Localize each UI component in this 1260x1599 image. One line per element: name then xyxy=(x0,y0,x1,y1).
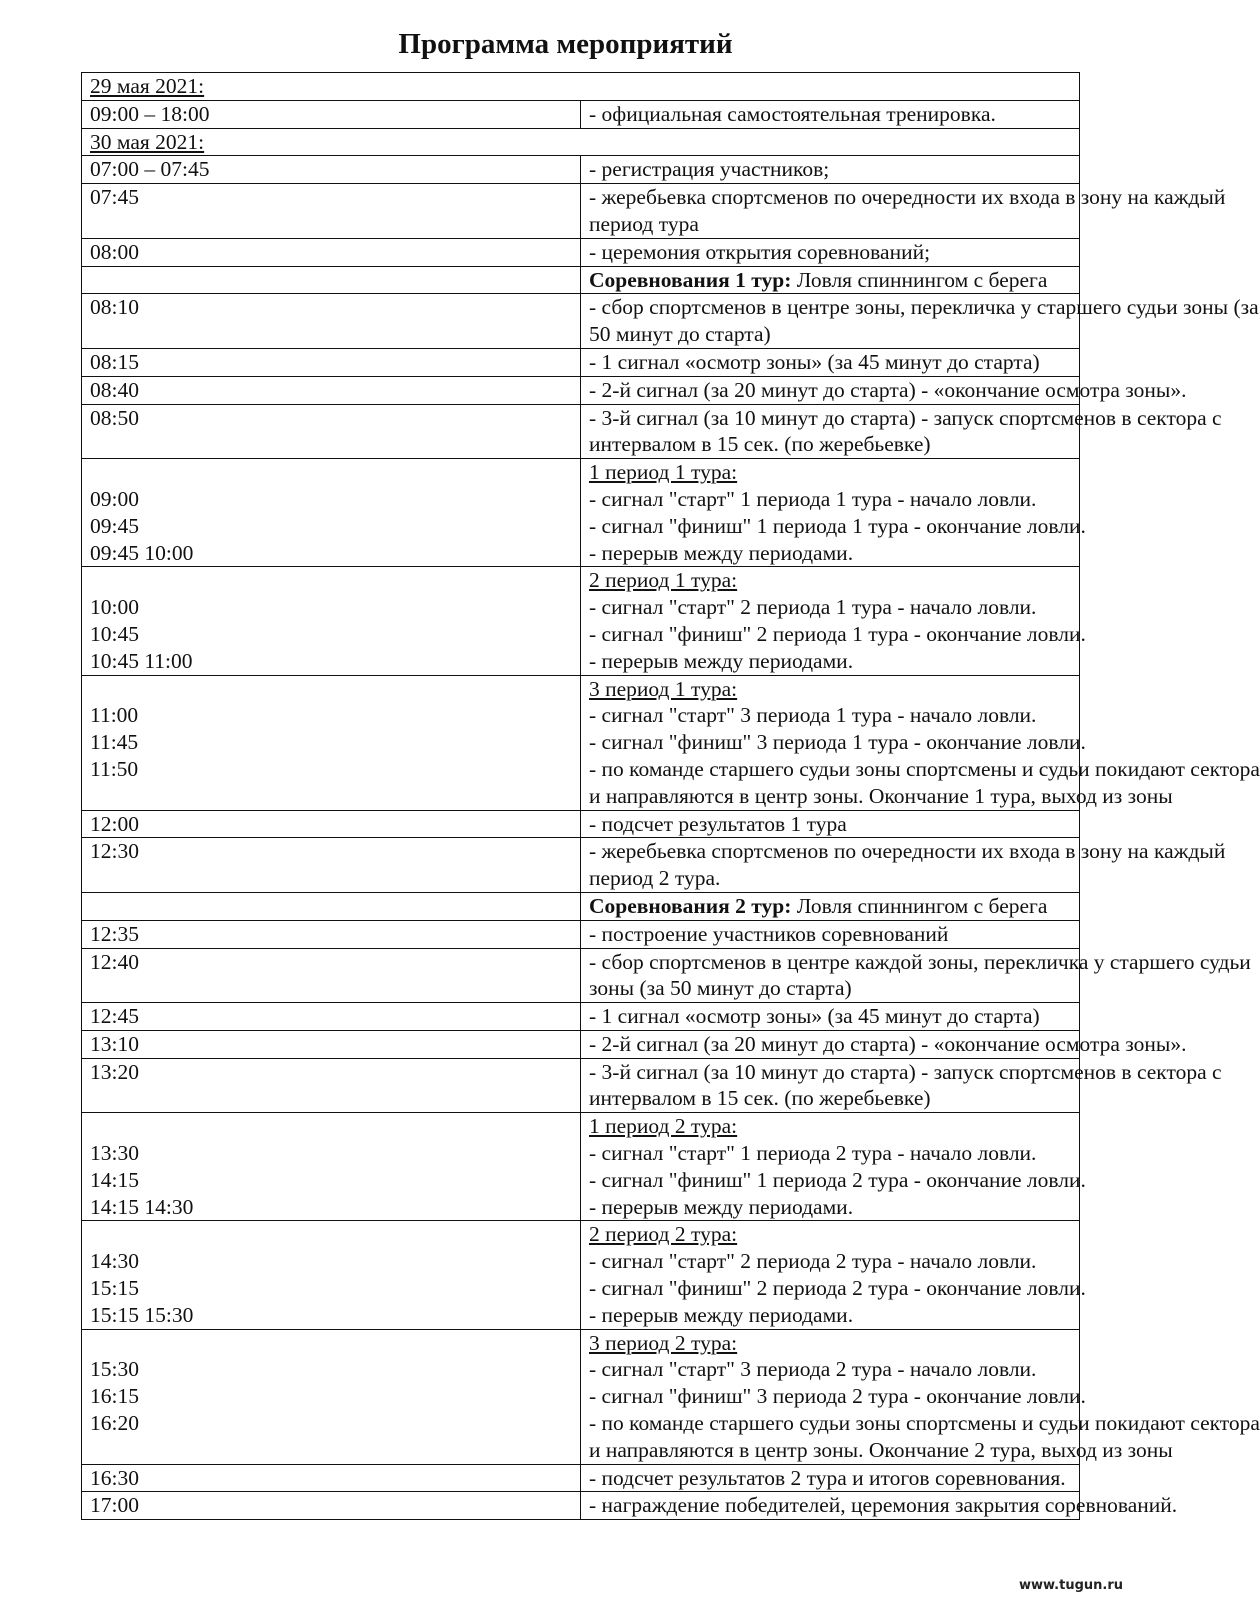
time-value: 07:00 – 07:45 xyxy=(90,157,210,182)
event-text: - сигнал "старт" 2 периода 1 тура - начало ловли. xyxy=(589,595,1037,620)
event-cell xyxy=(581,920,1080,948)
time-value: 14:15 14:30 xyxy=(90,1194,194,1219)
schedule-row xyxy=(82,1329,1080,1464)
event-text: - сигнал "старт" 1 периода 1 тура - начало ловли. xyxy=(589,486,1037,511)
time-value: 14:30 xyxy=(90,1249,139,1274)
time-cell xyxy=(82,459,581,567)
time-value: 11:45 xyxy=(90,730,139,755)
time-value: 09:00 xyxy=(90,486,139,511)
time-value: 07:45 xyxy=(90,185,139,210)
event-text: - по команде старшего судьи зоны спортсмены и судьи покидают сектора xyxy=(589,1411,1260,1436)
event-text: интервалом в 15 сек. (по жеребьевке) xyxy=(589,432,931,457)
event-text: - награждение победителей, церемония закрытия соревнований. xyxy=(589,1493,1178,1518)
event-text: - сигнал "финиш" 3 периода 1 тура - окончание ловли. xyxy=(589,730,1086,755)
time-value: 11:00 xyxy=(90,703,139,728)
event-text: - 2-й сигнал (за 20 минут до старта) - «окончание осмотра зоны». xyxy=(589,1031,1187,1056)
schedule-row xyxy=(82,128,1080,156)
time-cell xyxy=(82,404,581,459)
stage-discipline: Ловля спиннингом с берега xyxy=(791,267,1048,292)
schedule-row xyxy=(82,73,1080,101)
time-value: 08:15 xyxy=(90,349,139,374)
time-cell xyxy=(82,294,581,349)
event-cell xyxy=(581,1464,1080,1492)
period-heading xyxy=(589,1221,1079,1248)
event-cell xyxy=(581,294,1259,349)
time-value: 12:40 xyxy=(90,949,139,974)
time-value: 08:10 xyxy=(90,295,139,320)
schedule-row xyxy=(82,675,1080,810)
event-text: - сигнал "старт" 3 периода 2 тура - начало ловли. xyxy=(589,1357,1037,1382)
time-value: 17:00 xyxy=(90,1493,139,1518)
event-cell xyxy=(581,266,1080,294)
event-text: - подсчет результатов 1 тура xyxy=(589,811,847,836)
time-cell xyxy=(82,1492,581,1520)
time-cell xyxy=(82,156,581,184)
schedule-row xyxy=(82,838,1080,893)
event-text: период 2 тура. xyxy=(589,866,721,891)
time-value: 12:45 xyxy=(90,1004,139,1029)
time-value: 12:30 xyxy=(90,839,139,864)
event-text: - сигнал "финиш" 2 периода 1 тура - окончание ловли. xyxy=(589,621,1086,646)
schedule-row xyxy=(82,184,1080,239)
time-value: 13:20 xyxy=(90,1059,139,1084)
schedule-row xyxy=(82,948,1080,1003)
event-text: - перерыв между периодами. xyxy=(589,648,854,673)
event-text: - 2-й сигнал (за 20 минут до старта) - «окончание осмотра зоны». xyxy=(589,377,1187,402)
event-cell xyxy=(581,376,1187,404)
time-value: 12:35 xyxy=(90,921,139,946)
event-cell xyxy=(581,459,1086,567)
event-cell xyxy=(581,1492,1178,1520)
period-title: 2 период 1 тура: xyxy=(589,568,738,593)
event-cell xyxy=(581,948,1251,1003)
time-value xyxy=(90,459,580,486)
time-cell xyxy=(82,348,581,376)
schedule-row xyxy=(82,459,1080,567)
period-title: 3 период 1 тура: xyxy=(589,676,738,701)
event-text: - 1 сигнал «осмотр зоны» (за 45 минут до старта) xyxy=(589,1004,1040,1029)
time-cell xyxy=(82,1329,581,1464)
stage-title: Соревнования 1 тур: xyxy=(589,267,792,292)
event-text: - жеребьевка спортсменов по очередности их входа в зону на каждый xyxy=(589,185,1226,210)
event-text: - сигнал "финиш" 2 периода 2 тура - окончание ловли. xyxy=(589,1276,1086,1301)
event-text: и направляются в центр зоны. Окончание 2 тура, выход из зоны xyxy=(589,1437,1173,1462)
time-value: 10:45 11:00 xyxy=(90,648,193,673)
schedule-table xyxy=(81,72,1260,1520)
time-value: 10:00 xyxy=(90,595,139,620)
event-text: зоны (за 50 минут до старта) xyxy=(589,976,852,1001)
event-text: - построение участников соревнований xyxy=(589,921,949,946)
time-cell xyxy=(82,948,581,1003)
event-cell xyxy=(581,1030,1187,1058)
schedule-row xyxy=(82,1492,1080,1520)
time-cell xyxy=(82,1113,581,1221)
schedule-row xyxy=(82,1003,1080,1031)
event-cell xyxy=(581,404,1222,459)
time-value: 13:30 xyxy=(90,1141,139,1166)
event-text: - подсчет результатов 2 тура и итогов соревнования. xyxy=(589,1465,1066,1490)
event-text: период тура xyxy=(589,211,699,236)
time-value: 12:00 xyxy=(90,811,139,836)
event-cell xyxy=(581,184,1226,239)
event-text: - перерыв между периодами. xyxy=(589,540,854,565)
event-text: - сигнал "финиш" 1 периода 2 тура - окончание ловли. xyxy=(589,1167,1086,1192)
event-text: - сигнал "старт" 1 периода 2 тура - начало ловли. xyxy=(589,1141,1037,1166)
event-text: и направляются в центр зоны. Окончание 1 тура, выход из зоны xyxy=(589,783,1173,808)
schedule-row xyxy=(82,892,1080,920)
period-heading xyxy=(589,567,1079,594)
event-text: - сигнал "финиш" 3 периода 2 тура - окончание ловли. xyxy=(589,1384,1086,1409)
time-cell xyxy=(82,567,581,675)
time-cell xyxy=(82,1058,581,1113)
event-text: - 3-й сигнал (за 10 минут до старта) - запуск спортсменов в сектора с xyxy=(589,1059,1222,1084)
event-cell xyxy=(581,1221,1086,1329)
time-value: 08:00 xyxy=(90,239,139,264)
time-value xyxy=(90,1221,580,1248)
schedule-row xyxy=(82,1058,1080,1113)
schedule-row xyxy=(82,294,1080,349)
schedule-row xyxy=(82,238,1080,266)
event-cell xyxy=(581,810,1080,838)
schedule-body xyxy=(82,73,1260,1520)
period-title: 2 период 2 тура: xyxy=(589,1222,738,1247)
event-cell xyxy=(581,567,1086,675)
event-text: - жеребьевка спортсменов по очередности их входа в зону на каждый xyxy=(589,839,1226,864)
time-value: 16:15 xyxy=(90,1384,139,1409)
schedule-row xyxy=(82,1221,1080,1329)
time-value: 10:45 xyxy=(90,621,139,646)
time-value: 15:30 xyxy=(90,1357,139,1382)
event-cell xyxy=(581,100,1080,128)
time-value: 13:10 xyxy=(90,1031,139,1056)
time-value: 08:40 xyxy=(90,377,139,402)
schedule-row xyxy=(82,156,1080,184)
schedule-row xyxy=(82,1464,1080,1492)
time-cell xyxy=(82,810,581,838)
time-cell xyxy=(82,376,581,404)
time-value xyxy=(90,1113,580,1140)
time-cell xyxy=(82,238,581,266)
event-text: - официальная самостоятельная тренировка. xyxy=(589,101,996,126)
time-value xyxy=(90,676,580,703)
time-value xyxy=(90,567,580,594)
event-text: - сигнал "старт" 2 периода 2 тура - начало ловли. xyxy=(589,1249,1037,1274)
event-text: интервалом в 15 сек. (по жеребьевке) xyxy=(589,1086,931,1111)
time-value: 14:15 xyxy=(90,1167,139,1192)
time-value: 16:20 xyxy=(90,1411,139,1436)
schedule-row xyxy=(82,1113,1080,1221)
event-text: - 1 сигнал «осмотр зоны» (за 45 минут до старта) xyxy=(589,349,1040,374)
time-value: 15:15 xyxy=(90,1276,139,1301)
time-cell xyxy=(82,1464,581,1492)
time-value: 08:50 xyxy=(90,405,139,430)
time-value: 15:15 15:30 xyxy=(90,1302,194,1327)
stage-discipline: Ловля спиннингом с берега xyxy=(791,893,1048,918)
period-title: 1 период 2 тура: xyxy=(589,1114,738,1139)
event-text: - регистрация участников; xyxy=(589,157,830,182)
schedule-row xyxy=(82,266,1080,294)
period-title: 3 период 2 тура: xyxy=(589,1330,738,1355)
event-text: 50 минут до старта) xyxy=(589,322,771,347)
time-cell xyxy=(82,184,581,239)
event-cell xyxy=(581,1329,1260,1464)
event-cell xyxy=(581,156,1080,184)
stage-title: Соревнования 2 тур: xyxy=(589,893,792,918)
schedule-row xyxy=(82,348,1080,376)
watermark: www.tugun.ru xyxy=(1018,1578,1123,1593)
schedule-row xyxy=(82,404,1080,459)
stage-heading xyxy=(589,893,1079,920)
time-cell xyxy=(82,266,581,294)
time-cell xyxy=(82,100,581,128)
time-cell xyxy=(82,920,581,948)
period-heading xyxy=(589,1113,1079,1140)
time-value xyxy=(90,1330,580,1357)
event-cell xyxy=(581,675,1260,810)
time-value: 09:45 10:00 xyxy=(90,540,194,565)
period-heading xyxy=(589,676,1079,703)
event-cell xyxy=(581,1003,1080,1031)
time-cell xyxy=(82,892,581,920)
period-heading xyxy=(589,459,1079,486)
event-cell xyxy=(581,238,1080,266)
date-header-cell xyxy=(82,128,1080,156)
event-text: - 3-й сигнал (за 10 минут до старта) - запуск спортсменов в сектора с xyxy=(589,405,1222,430)
period-heading xyxy=(589,1330,1079,1357)
event-text: - сигнал "старт" 3 периода 1 тура - начало ловли. xyxy=(589,703,1037,728)
event-cell xyxy=(581,348,1080,376)
date-header-cell xyxy=(82,73,1080,101)
event-text: - сбор спортсменов в центре каждой зоны, перекличка у старшего судьи xyxy=(589,949,1251,974)
schedule-row xyxy=(82,920,1080,948)
event-text: - по команде старшего судьи зоны спортсмены и судьи покидают сектора xyxy=(589,756,1260,781)
time-value: 16:30 xyxy=(90,1465,139,1490)
time-cell xyxy=(82,675,581,810)
stage-heading xyxy=(589,267,1079,294)
time-value: 09:00 – 18:00 xyxy=(90,101,210,126)
time-cell xyxy=(82,1003,581,1031)
schedule-row xyxy=(82,376,1080,404)
time-cell xyxy=(82,838,581,893)
date-header: 29 мая 2021: xyxy=(90,74,205,98)
schedule-row xyxy=(82,567,1080,675)
event-text: - перерыв между периодами. xyxy=(589,1194,854,1219)
event-cell xyxy=(581,1113,1086,1221)
time-cell xyxy=(82,1030,581,1058)
event-text: - сбор спортсменов в центре зоны, перекличка у старшего судьи зоны (за xyxy=(589,295,1259,320)
time-value: 11:50 xyxy=(90,756,139,781)
event-cell xyxy=(581,1058,1222,1113)
time-cell xyxy=(82,1221,581,1329)
event-text: - церемония открытия соревнований; xyxy=(589,239,931,264)
page-title: Программа мероприятий xyxy=(398,28,733,60)
event-text: - сигнал "финиш" 1 периода 1 тура - окончание ловли. xyxy=(589,513,1086,538)
event-cell xyxy=(581,892,1080,920)
period-title: 1 период 1 тура: xyxy=(589,460,738,485)
schedule-row xyxy=(82,100,1080,128)
date-header: 30 мая 2021: xyxy=(90,129,205,154)
schedule-row xyxy=(82,810,1080,838)
time-value: 09:45 xyxy=(90,513,139,538)
event-text: - перерыв между периодами. xyxy=(589,1302,854,1327)
event-cell xyxy=(581,838,1226,893)
schedule-row xyxy=(82,1030,1080,1058)
